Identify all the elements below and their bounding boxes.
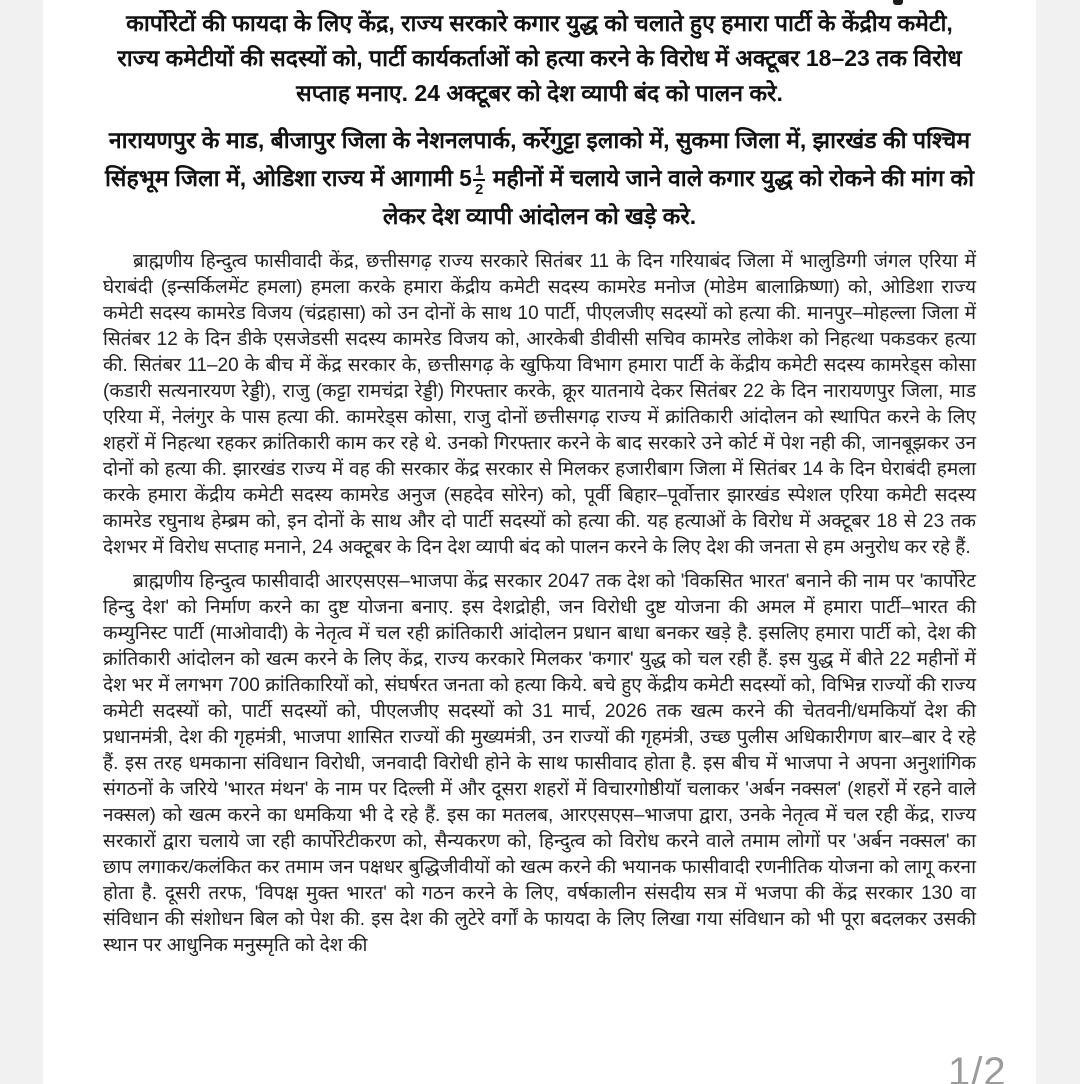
heading-protest-week: कार्पोरेटों की फायदा के लिए केंद्र, राज्य सरकारे कगार युद्ध को चलाते हुए हमारा पार्टी के केंद्रीय कमेटी, राज्य कमेटीयों की सदस्यों को, पार्टी कार्यकर्ताओं को हत्या करने के विरोध में अक्टूबर 18–23 तक विरोध सप्ताह मनाए. 24 अक्टूबर को देश व्यापी बंद को पालन करे. xyxy=(117,10,962,106)
paragraph-september-killings: ब्राह्मणीय हिन्दुत्व फासीवादी केंद्र, छत्तीसगढ़ राज्य सरकारे सितंबर 11 के दिन गरियाबंद जिला में भालुडिग्गी जंगल एरिया में घेराबंदी (इन्सर्किलमेंट हमला) हमला करके हमारा केंद्रीय कमेटी सदस्य कामरेड मनोज (मोडेम बालाक्रिष्णा) को, ओडिशा राज्य कमेटी सदस्य कामरेड विजय (चंद्रहासा) को उन दोनों के साथ 10 पार्टी, पीएलजीए सदस्यों को हत्या की. मानपुर–मोहल्ला जिला में सितंबर 12 के दिन डीके एसजेडसी सदस्य कामरेड विजय को, आरकेबी डीवीसी सचिव कामरेड लोकेश को निहत्था पकडकर हत्या की. सितंबर 11–20 के बीच में केंद्र सरकार के, छत्तीसगढ़ के खुफिया विभाग हमारा पार्टी के केंद्रीय कमेटी सदस्य कामरेड्स कोसा (कडारी सत्यनारयण रेड्डी), राजु (कट्टा रामचंद्रा रेड्डी) गिरफ्तार करके, क्रूर यातनाये देकर सितंबर 22 के दिन नारायणपुर जिला, माड एरिया में, नेलंगुर के पास हत्या की. कामरेड्स कोसा, राजु दोनों छत्तीसगढ़ राज्य में क्रांतिकारी आंदोलन को स्थापित करने के लिए शहरों में निहत्था रहकर क्रांतिकारी काम कर रहे थे. उनको गिरफ्तार करने के बाद सरकारे उने कोर्ट में पेश नही की, जानबूझकर उन दोनों को हत्या की. झारखंड राज्य में वह की सरकार केंद्र सरकार से मिलकर हजारीबाग जिला में सितंबर 14 के दिन घेराबंदी हमला करके हमारा केंद्रीय कमेटी सदस्य कामरेड अनुज (सहदेव सोरेन) को, पूर्वी बिहार–पूर्वोत्तार झारखंड स्पेशल एरिया कमेटी सदस्य कामरेड रघुनाथ हेम्ब्रम को, इन दोनों के साथ और दो पार्टी सदस्यों को हत्या की. यह हत्याओं के विरोध में अक्टूबर 18 से 23 तक देशभर में विरोध सप्ताह मनाने, 24 अक्टूबर के दिन देश व्यापी बंद को पालन करने के लिए देश की जनता से हम अनुरोध कर रहे हैं. xyxy=(103,251,976,558)
clipped-previous-line-fragment xyxy=(893,0,903,5)
fraction-five-and-half xyxy=(473,163,485,197)
heading-nationwide-movement xyxy=(103,121,976,235)
paragraph-rss-bjp-plan: ब्राह्मणीय हिन्दुत्व फासीवादी आरएसएस–भाजपा केंद्र सरकार 2047 तक देश को 'विकसित भारत' बनाने की नाम पर 'कार्पोरेट हिन्दु देश' को निर्माण करने का दुष्ट योजना बनाए. इस देशद्रोही, जन विरोधी दुष्ट योजना की अमल में हमारा पार्टी–भारत की कम्युनिस्ट पार्टी (माओवादी) के नेतृत्व में चल रही क्रांतिकारी आंदोलन प्रधान बाधा बनकर खड़े है. इसलिए हमारा पार्टी को, देश की क्रांतिकारी आंदोलन को खत्म करने के लिए केंद्र, राज्य करकारे मिलकर 'कगार' युद्ध को चल रही हैं. इस युद्ध में बीते 22 महीनों में देश भर में लगभग 700 क्रांतिकारियों को, संघर्षरत जनता को हत्या किये. बचे हुए केंद्रीय कमेटी सदस्यों को, विभिन्न राज्यों की राज्य कमेटी सदस्यों को, पार्टी सदस्यों को, पीएलजीए सदस्यों को 31 मार्च, 2026 तक खत्म करने की चेतवनी/धमकियाॅ देश की प्रधानमंत्री, देश की गृहमंत्री, भाजपा शासित राज्यों की मुख्यमंत्री, उन राज्यों की गृहमंत्री, उच्छ पुलीस अधिकारीगण बार–बार दे रहे हैं. इस तरह धमकाना संविधान विरोधी, जनवादी विरोधी होने के साथ फासीवाद होता है. इस बीच में भाजपा ने अपना अनुशांगिक संगठनों के जरिये 'भारत मंथन' के नाम पर दिल्ली में और दूसरा शहरों में विचारगोष्ठीयाॅ चलाकर 'अर्बन नक्सल' (शहरों में रहने वाले नक्सल) को खत्म करने का धमकिया भी दे रहे हैं. इस का मतलब, आरएसएस–भाजपा द्वारा, उनके नेतृत्व में चल रही केंद्र, राज्य सरकारों द्वारा चलाये जा रही कार्पोरेटीकरण को, सैन्यकरण को, हिन्दुत्व को विरोध करने वाले तमाम लोगों पर 'अर्बन नक्सल' का छाप लगाकर/कलंकित कर तमाम जन पक्षधर बुद्धिजीवीयों को खत्म करने की भयानक फासीवादी रणनीतिक योजना को लागू करना होता है. दूसरी तरफ, 'विपक्ष मुक्त भारत' को गठन करने के लिए, वर्षकालीन संसदीय सत्र में भजपा की केंद्र सरकार 130 वा संविधान की संशोधन बिल को पेश की. इस देश की लुटेरे वर्गों के फायदा के लिए लिखा गया संविधान को भी पूरा बदलकर उसकी स्थान पर आधुनिक मनुस्मृति को देश की xyxy=(103,571,976,956)
fraction-numerator: 1 xyxy=(474,161,484,179)
heading-text-after-fraction: महीनों में चलाये जाने वाले कगार युद्ध को रोकने की मांग को लेकर देश व्यापी आंदोलन को खड़े करे. xyxy=(382,165,975,229)
document-page[interactable] xyxy=(43,0,1036,1084)
heading-text-before-fraction: नारायणपुर के माड, बीजापुर जिला के नेशनलपार्क, कर्रेगुट्टा इलाको में, सुकमा जिला में, झारखंड की पश्चिम सिंहभूम जिला में, ओडिशा राज्य में आगामी 5 xyxy=(104,127,971,191)
fraction-denominator: 2 xyxy=(474,180,484,198)
page-number-indicator: 1/2 xyxy=(948,1050,1007,1084)
